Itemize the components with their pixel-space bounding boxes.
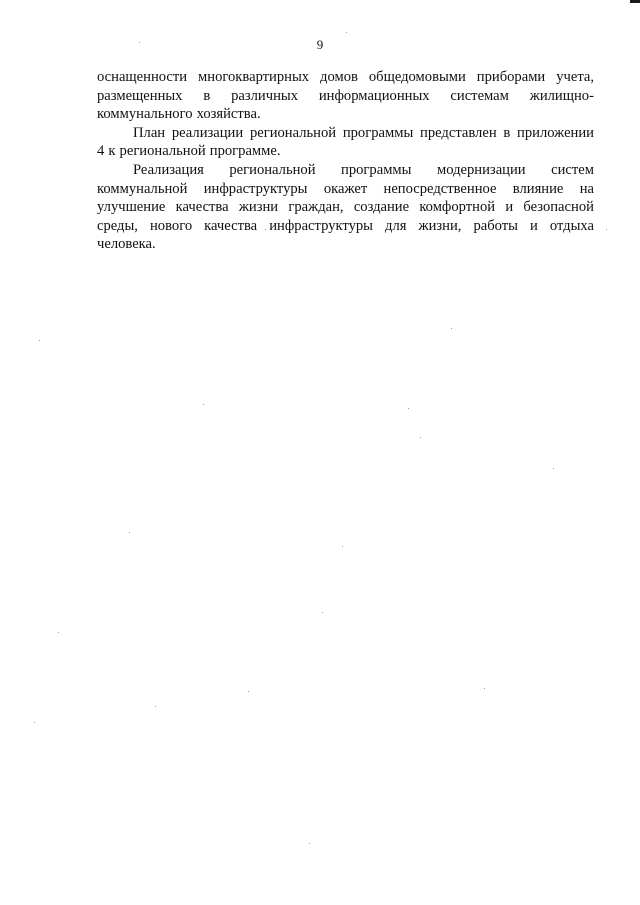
text-line bbox=[97, 161, 594, 180]
scan-speck bbox=[553, 468, 554, 469]
scan-speck bbox=[342, 546, 343, 547]
scan-corner-mark bbox=[630, 0, 640, 3]
word: жизни bbox=[238, 199, 279, 216]
word: нового bbox=[150, 217, 193, 234]
word: создание bbox=[353, 199, 410, 216]
text-line bbox=[97, 235, 594, 254]
scan-speck bbox=[322, 612, 323, 613]
word: качества bbox=[204, 217, 258, 234]
word: непосредственное bbox=[383, 180, 497, 197]
word: коммунальной bbox=[97, 180, 188, 197]
scan-speck bbox=[484, 688, 485, 689]
word: и bbox=[505, 199, 514, 216]
word: и bbox=[530, 217, 538, 234]
word: работы bbox=[473, 217, 518, 234]
scan-speck bbox=[451, 328, 452, 329]
scan-speck bbox=[248, 691, 249, 692]
scan-speck bbox=[420, 437, 421, 438]
word: различных bbox=[231, 87, 298, 104]
word: общедомовыми bbox=[368, 69, 466, 85]
scan-speck bbox=[34, 722, 35, 723]
word: реализации bbox=[171, 124, 244, 141]
text-line bbox=[97, 217, 594, 236]
scan-speck bbox=[408, 408, 409, 409]
word: региональной bbox=[249, 124, 337, 141]
paragraph-3 bbox=[97, 161, 594, 254]
word: отдыха bbox=[549, 217, 594, 234]
word: в bbox=[203, 87, 211, 104]
word: инфраструктуры bbox=[269, 217, 373, 234]
word: представлен bbox=[420, 124, 497, 141]
scan-speck bbox=[309, 843, 310, 844]
text-line bbox=[97, 124, 594, 143]
scan-speck bbox=[606, 229, 607, 230]
word: размещенных bbox=[97, 87, 183, 104]
scan-speck bbox=[346, 32, 347, 33]
scan-speck bbox=[58, 632, 59, 633]
paragraph-2 bbox=[97, 124, 594, 161]
word: систем bbox=[551, 161, 594, 178]
text-line bbox=[97, 198, 594, 217]
word: жизни, bbox=[418, 217, 462, 234]
word: безопасной bbox=[523, 199, 594, 216]
word: улучшение bbox=[97, 199, 166, 216]
word: граждан, bbox=[288, 199, 344, 216]
word: региональной bbox=[119, 143, 206, 160]
word: приборами bbox=[476, 69, 546, 85]
word: системам bbox=[450, 87, 509, 104]
word: План bbox=[133, 124, 166, 141]
word: на bbox=[579, 180, 594, 197]
text-line bbox=[97, 87, 594, 106]
word: в bbox=[503, 124, 511, 141]
word: влияние bbox=[512, 180, 564, 197]
page-number: 9 bbox=[316, 37, 324, 52]
word: к bbox=[108, 143, 116, 160]
scan-speck bbox=[129, 532, 130, 533]
word: Реализация bbox=[133, 161, 204, 178]
word: домов bbox=[320, 69, 358, 85]
word: информационных bbox=[318, 87, 430, 104]
word: программы bbox=[342, 124, 414, 141]
word: приложении bbox=[517, 124, 594, 141]
paragraph-1 bbox=[97, 68, 594, 124]
scan-speck bbox=[265, 229, 266, 230]
word: коммунального bbox=[97, 106, 193, 123]
word: программе. bbox=[209, 143, 281, 160]
text-line bbox=[97, 105, 594, 124]
word: инфраструктуры bbox=[203, 180, 308, 197]
scan-speck bbox=[39, 340, 40, 341]
word: качества bbox=[175, 199, 229, 216]
text-line bbox=[97, 68, 594, 87]
word: учета, bbox=[556, 69, 594, 85]
word: оснащенности bbox=[97, 69, 188, 85]
word: человека. bbox=[97, 236, 156, 253]
body-text bbox=[97, 68, 594, 254]
word: для bbox=[385, 217, 407, 234]
scan-speck bbox=[155, 706, 156, 707]
text-line bbox=[97, 180, 594, 199]
word: модернизации bbox=[437, 161, 526, 178]
word: многоквартирных bbox=[198, 69, 310, 85]
text-line bbox=[97, 142, 594, 161]
word: 4 bbox=[97, 143, 105, 160]
scan-speck bbox=[139, 42, 140, 43]
word: окажет bbox=[323, 180, 368, 197]
word: среды, bbox=[97, 217, 138, 234]
word: комфортной bbox=[419, 199, 496, 216]
word: жилищно- bbox=[529, 87, 594, 104]
word: программы bbox=[341, 161, 412, 178]
word: региональной bbox=[229, 161, 316, 178]
scan-speck bbox=[203, 404, 204, 405]
word: хозяйства. bbox=[196, 106, 261, 123]
